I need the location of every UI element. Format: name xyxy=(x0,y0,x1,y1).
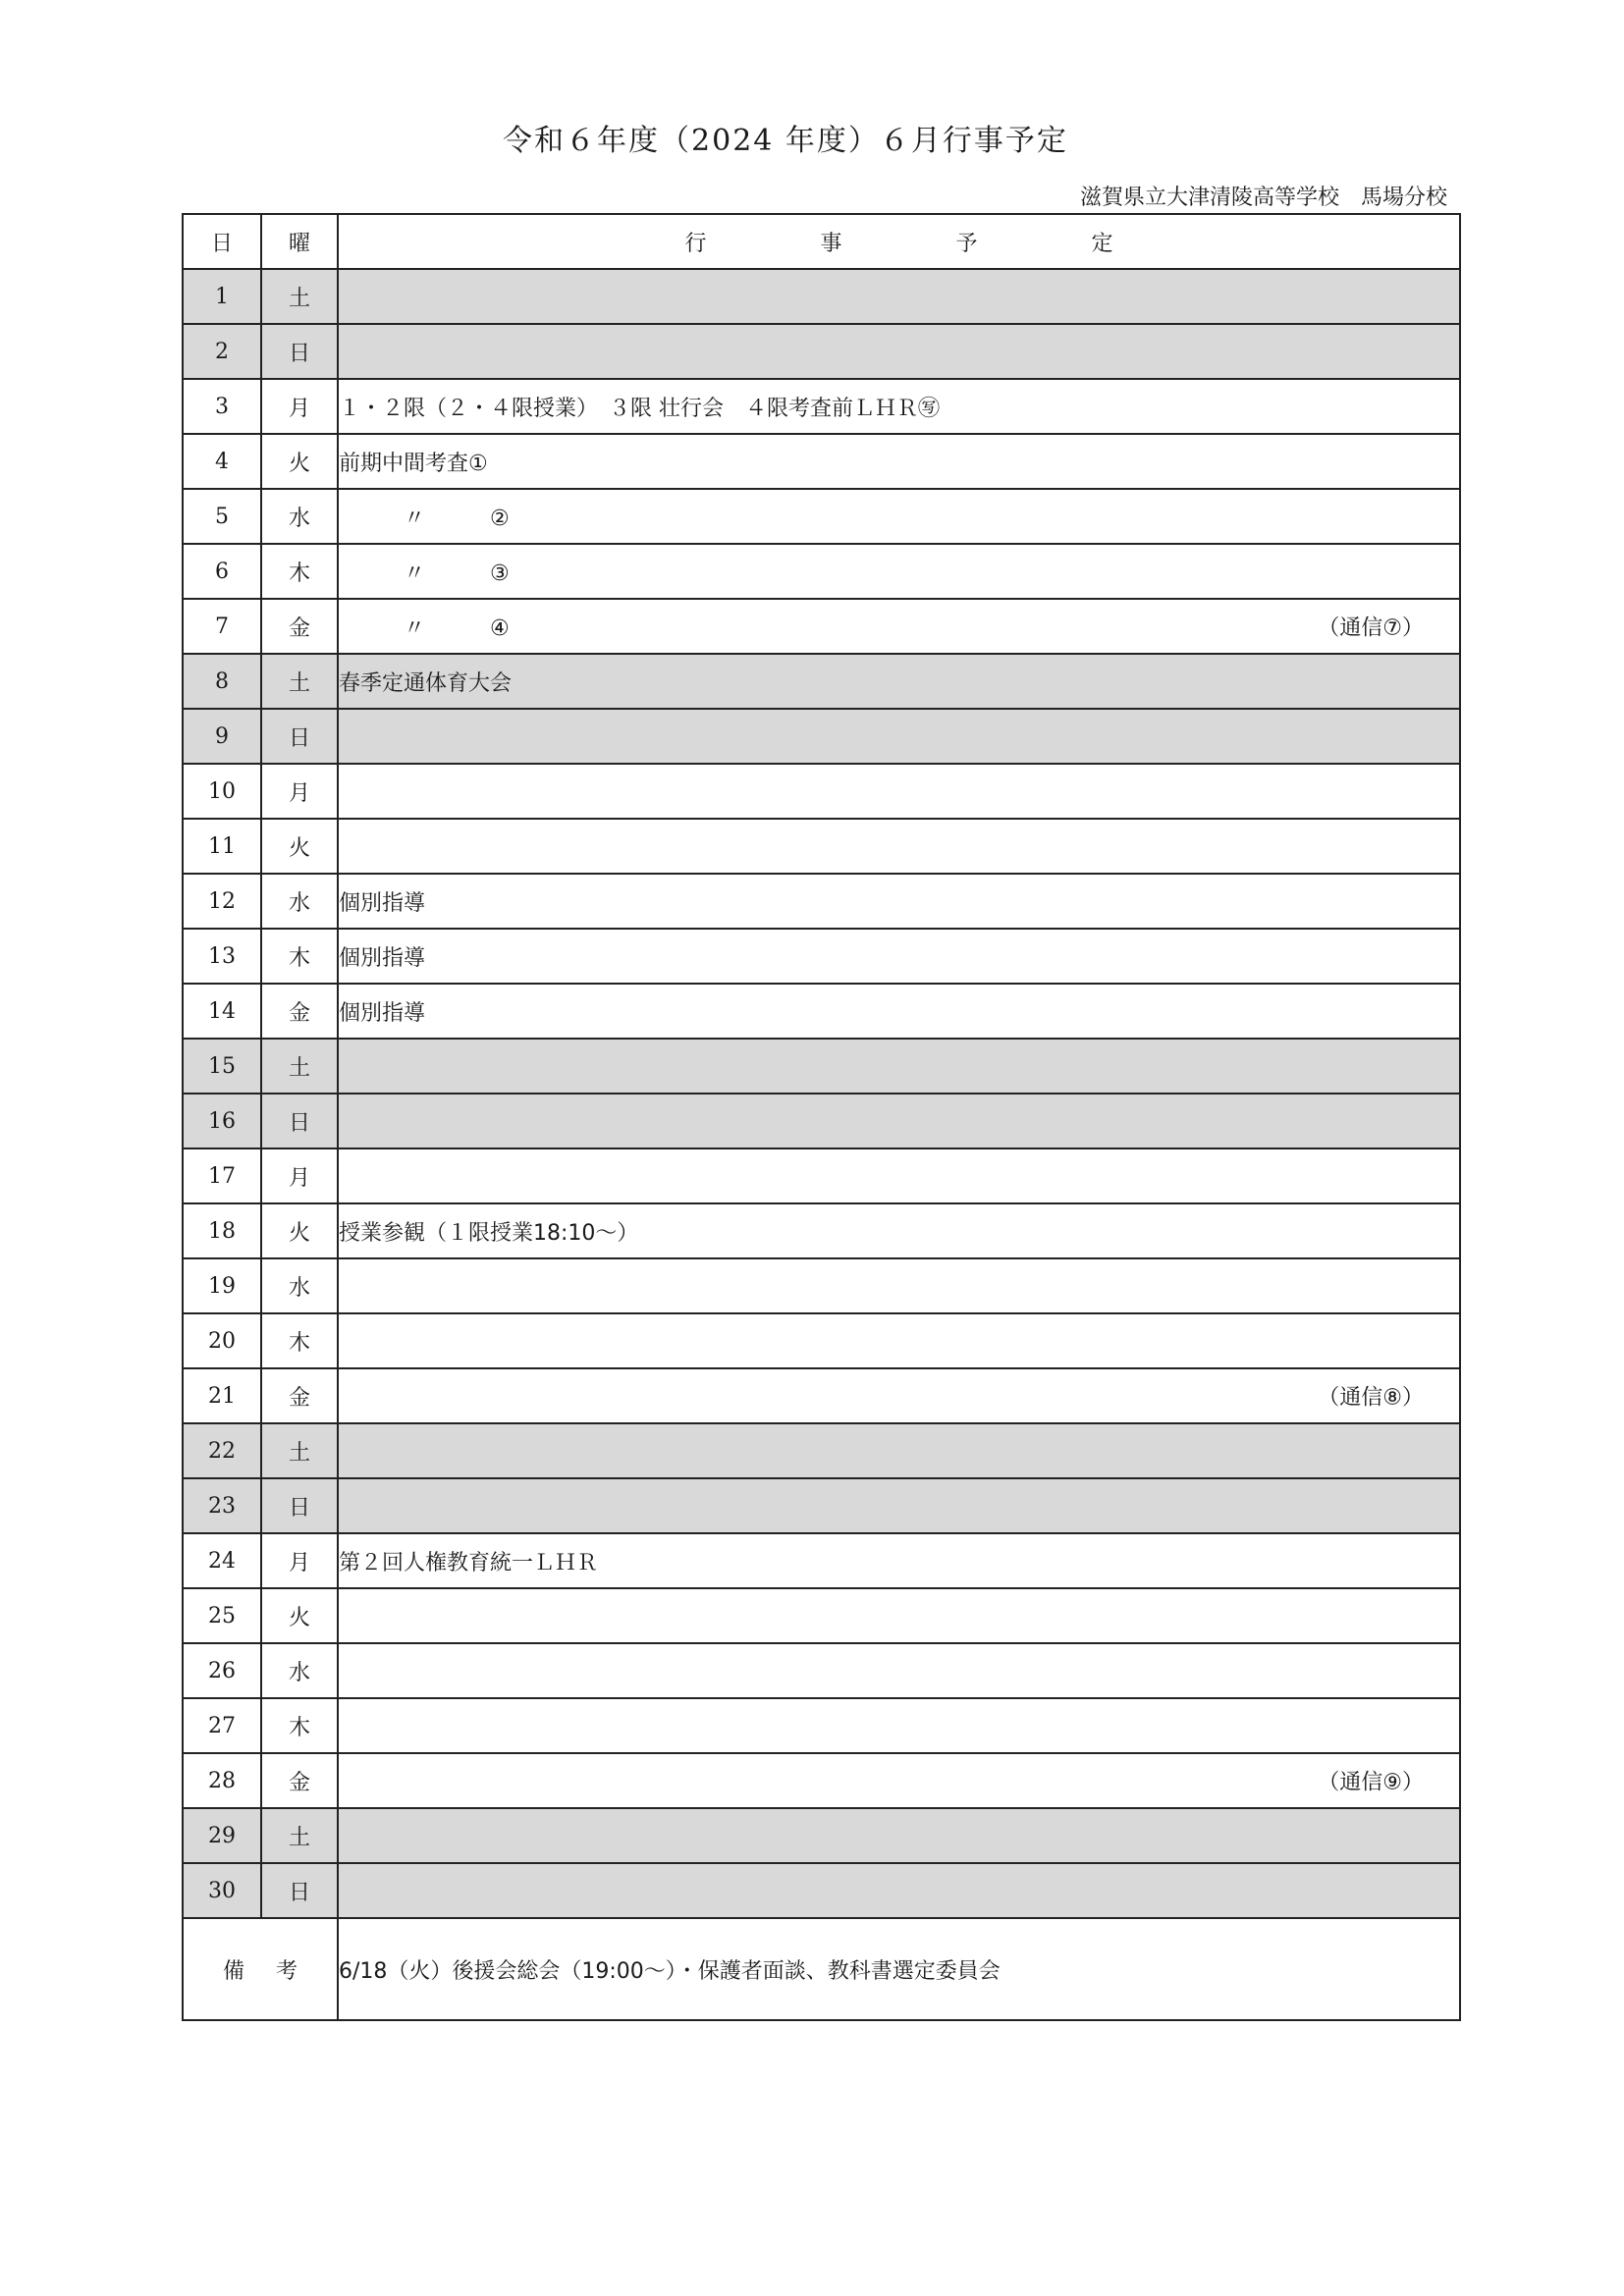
remarks-row xyxy=(183,1918,1460,2020)
newsletter-note: （通信⑧） xyxy=(1318,1385,1424,1411)
header-event-char: 定 xyxy=(1091,231,1113,256)
weekday: 金 xyxy=(261,1753,338,1808)
day-number: 22 xyxy=(183,1423,261,1478)
weekday: 木 xyxy=(261,1313,338,1368)
weekday: 日 xyxy=(261,1478,338,1533)
weekday: 火 xyxy=(261,819,338,874)
weekday: 水 xyxy=(261,1643,338,1698)
table-row xyxy=(183,489,1460,544)
event-cell xyxy=(338,1698,1460,1753)
table-row xyxy=(183,1313,1460,1368)
event-cell xyxy=(338,874,1460,929)
event-text: 前期中間考査① xyxy=(339,451,488,476)
event-cell xyxy=(338,434,1460,489)
table-row xyxy=(183,1808,1460,1863)
table-row xyxy=(183,544,1460,599)
event-cell xyxy=(338,1039,1460,1094)
event-text: 〃 ④ xyxy=(339,615,510,641)
header-event-char: 予 xyxy=(955,231,978,256)
event-text: 〃 ② xyxy=(339,506,510,531)
weekday: 土 xyxy=(261,269,338,324)
table-row xyxy=(183,324,1460,379)
weekday: 月 xyxy=(261,379,338,434)
weekday: 火 xyxy=(261,1203,338,1258)
weekday: 日 xyxy=(261,324,338,379)
weekday: 木 xyxy=(261,544,338,599)
table-row xyxy=(183,1423,1460,1478)
event-cell xyxy=(338,1643,1460,1698)
event-cell xyxy=(338,544,1460,599)
table-row xyxy=(183,984,1460,1039)
event-cell xyxy=(338,379,1460,434)
event-cell xyxy=(338,1094,1460,1148)
table-row xyxy=(183,1533,1460,1588)
table-row xyxy=(183,269,1460,324)
table-row xyxy=(183,1588,1460,1643)
table-row xyxy=(183,379,1460,434)
header-event-char: 事 xyxy=(820,231,842,256)
day-number: 13 xyxy=(183,929,261,984)
table-row xyxy=(183,929,1460,984)
table-row xyxy=(183,874,1460,929)
weekday: 水 xyxy=(261,489,338,544)
weekday: 土 xyxy=(261,654,338,709)
table-row xyxy=(183,1258,1460,1313)
table-row xyxy=(183,1368,1460,1423)
day-number: 19 xyxy=(183,1258,261,1313)
weekday: 火 xyxy=(261,1588,338,1643)
event-cell xyxy=(338,1313,1460,1368)
weekday: 火 xyxy=(261,434,338,489)
weekday: 金 xyxy=(261,599,338,654)
event-text: 個別指導 xyxy=(339,945,426,971)
table-row xyxy=(183,1478,1460,1533)
header-event-char: 行 xyxy=(684,231,707,256)
day-number: 14 xyxy=(183,984,261,1039)
table-row xyxy=(183,654,1460,709)
event-cell xyxy=(338,984,1460,1039)
event-text: 個別指導 xyxy=(339,890,426,916)
weekday: 土 xyxy=(261,1039,338,1094)
event-text: 春季定通体育大会 xyxy=(339,670,513,696)
weekday: 水 xyxy=(261,1258,338,1313)
day-number: 6 xyxy=(183,544,261,599)
header-day: 日 xyxy=(183,214,261,269)
day-number: 27 xyxy=(183,1698,261,1753)
event-cell xyxy=(338,1203,1460,1258)
event-text: 授業参観（１限授業18:10～） xyxy=(339,1220,639,1246)
event-text: １・２限（２・４限授業） ３限 壮行会 ４限考査前ＬＨＲ㊢ xyxy=(339,396,940,421)
table-row xyxy=(183,434,1460,489)
event-cell xyxy=(338,1258,1460,1313)
event-cell xyxy=(338,1808,1460,1863)
day-number: 20 xyxy=(183,1313,261,1368)
event-cell xyxy=(338,654,1460,709)
day-number: 7 xyxy=(183,599,261,654)
weekday: 月 xyxy=(261,1148,338,1203)
remarks-label-char: 考 xyxy=(276,1958,298,1984)
newsletter-note: （通信⑦） xyxy=(1318,615,1424,641)
day-number: 16 xyxy=(183,1094,261,1148)
weekday: 日 xyxy=(261,1863,338,1918)
weekday: 木 xyxy=(261,929,338,984)
event-cell xyxy=(338,929,1460,984)
table-row xyxy=(183,1039,1460,1094)
event-cell xyxy=(338,1533,1460,1588)
weekday: 月 xyxy=(261,764,338,819)
event-cell xyxy=(338,324,1460,379)
day-number: 15 xyxy=(183,1039,261,1094)
day-number: 30 xyxy=(183,1863,261,1918)
day-number: 21 xyxy=(183,1368,261,1423)
schedule-body xyxy=(183,269,1460,1918)
weekday: 土 xyxy=(261,1423,338,1478)
schedule-table xyxy=(182,213,1461,2021)
event-text: 個別指導 xyxy=(339,1000,426,1026)
event-cell xyxy=(338,269,1460,324)
day-number: 5 xyxy=(183,489,261,544)
day-number: 25 xyxy=(183,1588,261,1643)
remarks-label xyxy=(183,1918,338,2020)
weekday: 水 xyxy=(261,874,338,929)
day-number: 28 xyxy=(183,1753,261,1808)
event-cell xyxy=(338,599,1460,654)
day-number: 12 xyxy=(183,874,261,929)
day-number: 4 xyxy=(183,434,261,489)
event-cell xyxy=(338,1368,1460,1423)
day-number: 3 xyxy=(183,379,261,434)
weekday: 金 xyxy=(261,984,338,1039)
table-row xyxy=(183,1094,1460,1148)
day-number: 23 xyxy=(183,1478,261,1533)
table-row xyxy=(183,599,1460,654)
day-number: 1 xyxy=(183,269,261,324)
table-row xyxy=(183,1148,1460,1203)
event-cell xyxy=(338,764,1460,819)
remarks-text: 6/18（火）後援会総会（19:00～）・保護者面談、教科書選定委員会 xyxy=(338,1918,1460,2020)
event-cell xyxy=(338,709,1460,764)
day-number: 10 xyxy=(183,764,261,819)
event-text: 〃 ③ xyxy=(339,561,510,586)
weekday: 金 xyxy=(261,1368,338,1423)
table-row xyxy=(183,1863,1460,1918)
table-row xyxy=(183,1203,1460,1258)
event-cell xyxy=(338,1863,1460,1918)
event-cell xyxy=(338,1478,1460,1533)
table-row xyxy=(183,709,1460,764)
event-cell xyxy=(338,1423,1460,1478)
day-number: 29 xyxy=(183,1808,261,1863)
table-header-row xyxy=(183,214,1460,269)
remarks-label-char: 備 xyxy=(222,1958,244,1984)
table-row xyxy=(183,1643,1460,1698)
page-title: 令和６年度（2024 年度）６月行事予定 xyxy=(503,124,1068,158)
weekday: 日 xyxy=(261,1094,338,1148)
day-number: 9 xyxy=(183,709,261,764)
table-row xyxy=(183,1753,1460,1808)
table-row xyxy=(183,1698,1460,1753)
weekday: 日 xyxy=(261,709,338,764)
day-number: 8 xyxy=(183,654,261,709)
weekday: 木 xyxy=(261,1698,338,1753)
table-row xyxy=(183,819,1460,874)
table-row xyxy=(183,764,1460,819)
weekday: 月 xyxy=(261,1533,338,1588)
event-cell xyxy=(338,1588,1460,1643)
event-cell xyxy=(338,1148,1460,1203)
newsletter-note: （通信⑨） xyxy=(1318,1770,1424,1795)
day-number: 24 xyxy=(183,1533,261,1588)
header-events xyxy=(338,214,1460,269)
weekday: 土 xyxy=(261,1808,338,1863)
day-number: 26 xyxy=(183,1643,261,1698)
event-cell xyxy=(338,489,1460,544)
header-weekday: 曜 xyxy=(261,214,338,269)
event-cell xyxy=(338,819,1460,874)
day-number: 18 xyxy=(183,1203,261,1258)
day-number: 2 xyxy=(183,324,261,379)
event-text: 第２回人権教育統一ＬＨＲ xyxy=(339,1550,599,1575)
day-number: 11 xyxy=(183,819,261,874)
school-name: 滋賀県立大津清陵高等学校 馬場分校 xyxy=(1079,186,1447,210)
event-cell xyxy=(338,1753,1460,1808)
day-number: 17 xyxy=(183,1148,261,1203)
